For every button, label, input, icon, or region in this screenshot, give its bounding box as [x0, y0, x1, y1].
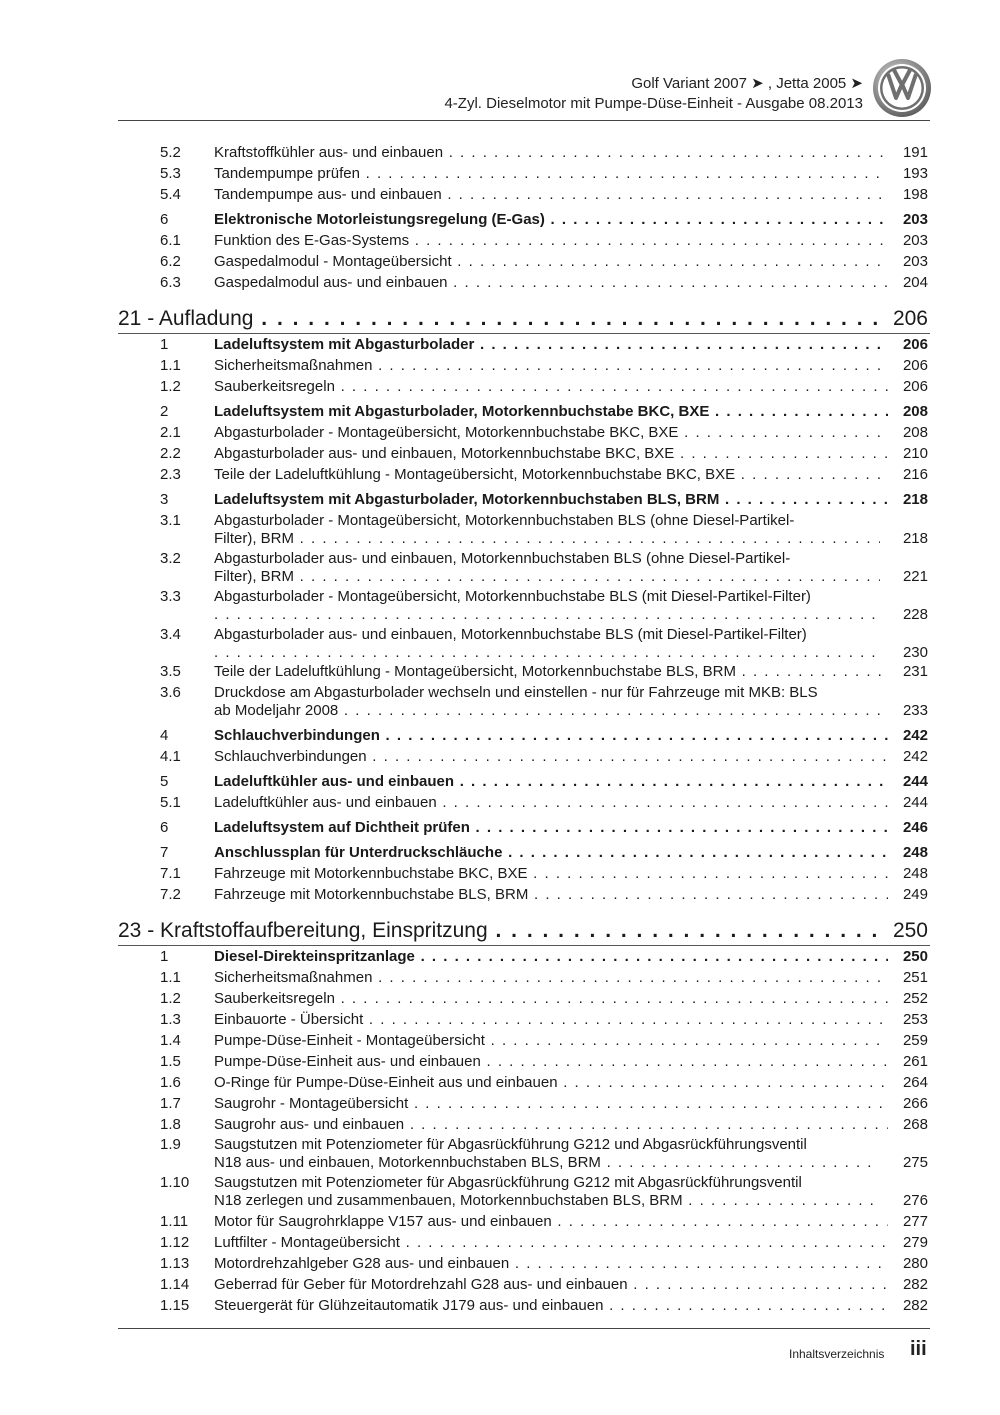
entry-title [214, 684, 928, 720]
entry-page: 268 [888, 1116, 928, 1134]
entry-number: 1.6 [160, 1074, 181, 1091]
entry-title: Schlauchverbindungen . . . [214, 727, 928, 745]
entry-title: Motordrehzahlgeber G28 aus- und einbauen . . . [214, 1255, 928, 1273]
chapter-divider [118, 333, 930, 334]
document-header [444, 74, 863, 114]
entry-title: Kraftstoffkühler aus- und einbauen . . . [214, 144, 928, 162]
entry-title: Luftfilter - Montageübersicht . . . [214, 1234, 928, 1252]
entry-page: 264 [888, 1074, 928, 1092]
footer-section-label: Inhaltsverzeichnis [789, 1347, 885, 1361]
entry-number: 4 [160, 727, 169, 744]
entry-title-line2: N18 aus- und einbauen, Motorkennbuchstaben BLS, BRM . . . [214, 1154, 880, 1172]
entry-page: 233 [888, 702, 928, 720]
entry-title: Ladeluftsystem auf Dichtheit prüfen . . . [214, 819, 928, 837]
chapter-page: 206 [878, 307, 928, 331]
entry-title-line2: Filter), BRM . . . [214, 530, 880, 548]
entry-page: 216 [888, 466, 928, 484]
footer-divider [118, 1328, 930, 1329]
entry-title: Tandempumpe aus- und einbauen . . . [214, 186, 928, 204]
entry-number: 5.4 [160, 186, 181, 203]
entry-number: 6.2 [160, 253, 181, 270]
entry-title: Teile der Ladeluftkühlung - Montageübersicht, Motorkennbuchstabe BLS, BRM . . . [214, 663, 928, 681]
entry-page: 280 [888, 1255, 928, 1273]
entry-page: 266 [888, 1095, 928, 1113]
header-divider [118, 120, 930, 121]
entry-title: Elektronische Motorleistungsregelung (E-Gas) . . . [214, 211, 928, 229]
entry-title: Fahrzeuge mit Motorkennbuchstabe BKC, BXE . . . [214, 865, 928, 883]
entry-page: 261 [888, 1053, 928, 1071]
entry-number: 7.2 [160, 886, 181, 903]
entry-title: Ladeluftsystem mit Abgasturbolader, Motorkennbuchstaben BLS, BRM . . . [214, 491, 928, 509]
entry-title: Pumpe-Düse-Einheit - Montageübersicht . . . [214, 1032, 928, 1050]
entry-page: 242 [888, 727, 928, 745]
entry-page: 279 [888, 1234, 928, 1252]
entry-number: 3 [160, 491, 169, 508]
entry-title: Anschlussplan für Unterdruckschläuche . . . [214, 844, 928, 862]
entry-number: 2.1 [160, 424, 181, 441]
entry-number: 1 [160, 948, 169, 965]
entry-page: 251 [888, 969, 928, 987]
entry-number: 1.13 [160, 1255, 190, 1272]
entry-title-line2 [214, 606, 880, 624]
entry-title: Tandempumpe prüfen . . . [214, 165, 928, 183]
entry-number: 2 [160, 403, 169, 420]
entry-page: 218 [888, 530, 928, 548]
entry-page: 228 [888, 606, 928, 624]
entry-title: Funktion des E-Gas-Systems . . . [214, 232, 928, 250]
chapter-divider [118, 945, 930, 946]
entry-number: 2.3 [160, 466, 181, 483]
entry-page: 206 [888, 336, 928, 354]
entry-number: 1.4 [160, 1032, 181, 1049]
entry-page: 203 [888, 211, 928, 229]
entry-title: Gaspedalmodul - Montageübersicht . . . [214, 253, 928, 271]
entry-number: 3.5 [160, 663, 181, 680]
entry-page: 203 [888, 253, 928, 271]
entry-page: 282 [888, 1297, 928, 1315]
entry-number: 6.3 [160, 274, 181, 291]
entry-number: 1.1 [160, 969, 181, 986]
entry-title: Ladeluftkühler aus- und einbauen . . . [214, 794, 928, 812]
entry-number: 1.8 [160, 1116, 181, 1133]
entry-title: Sauberkeitsregeln . . . [214, 378, 928, 396]
entry-title [214, 626, 928, 662]
entry-page: 252 [888, 990, 928, 1008]
entry-page: 282 [888, 1276, 928, 1294]
entry-title-line1: Saugstutzen mit Potenziometer für Abgasrückführung G212 und Abgasrückführungsventil [214, 1136, 807, 1153]
entry-page: 253 [888, 1011, 928, 1029]
entry-number: 1.15 [160, 1297, 190, 1314]
entry-page: 191 [888, 144, 928, 162]
entry-title: Teile der Ladeluftkühlung - Montageübersicht, Motorkennbuchstabe BKC, BXE . . . [214, 466, 928, 484]
entry-page: 206 [888, 378, 928, 396]
entry-number: 1.3 [160, 1011, 181, 1028]
entry-page: 208 [888, 403, 928, 421]
entry-page: 244 [888, 773, 928, 791]
entry-number: 1.2 [160, 990, 181, 1007]
entry-title-line1: Abgasturbolader aus- und einbauen, Motorkennbuchstaben BLS (ohne Diesel-Partikel- [214, 550, 791, 567]
entry-page: 248 [888, 865, 928, 883]
entry-number: 1.10 [160, 1174, 190, 1191]
entry-title: Abgasturbolader aus- und einbauen, Motorkennbuchstabe BKC, BXE . . . [214, 445, 928, 463]
entry-page: 275 [888, 1154, 928, 1172]
entry-number: 3.1 [160, 512, 181, 529]
entry-number: 7.1 [160, 865, 181, 882]
entry-title: Ladeluftsystem mit Abgasturbolader . . . [214, 336, 928, 354]
entry-title: Fahrzeuge mit Motorkennbuchstabe BLS, BRM . . . [214, 886, 928, 904]
entry-title [214, 512, 928, 548]
entry-number: 6 [160, 211, 169, 228]
entry-title: Saugrohr aus- und einbauen . . . [214, 1116, 928, 1134]
entry-title [214, 588, 928, 624]
entry-number: 1.7 [160, 1095, 181, 1112]
entry-number: 1 [160, 336, 169, 353]
chapter-page: 250 [878, 919, 928, 943]
entry-page: 230 [888, 644, 928, 662]
entry-page: 203 [888, 232, 928, 250]
entry-page: 193 [888, 165, 928, 183]
entry-number: 1.12 [160, 1234, 190, 1251]
entry-number: 5 [160, 773, 169, 790]
entry-page: 244 [888, 794, 928, 812]
entry-title-line1: Druckdose am Abgasturbolader wechseln und einstellen - nur für Fahrzeuge mit MKB: BLS [214, 684, 818, 701]
entry-title: Pumpe-Düse-Einheit aus- und einbauen . . . [214, 1053, 928, 1071]
entry-title: Sicherheitsmaßnahmen . . . [214, 969, 928, 987]
entry-page: 218 [888, 491, 928, 509]
entry-number: 1.1 [160, 357, 181, 374]
entry-title [214, 550, 928, 586]
entry-number: 6 [160, 819, 169, 836]
entry-number: 5.2 [160, 144, 181, 161]
entry-page: 259 [888, 1032, 928, 1050]
chapter-title: 23 - Kraftstoffaufbereitung, Einspritzung . . . [118, 919, 928, 943]
entry-number: 1.9 [160, 1136, 181, 1153]
entry-number: 3.6 [160, 684, 181, 701]
entry-number: 5.3 [160, 165, 181, 182]
entry-title-line2: Filter), BRM . . . [214, 568, 880, 586]
entry-title [214, 1136, 928, 1172]
entry-number: 3.2 [160, 550, 181, 567]
entry-title: Diesel-Direkteinspritzanlage . . . [214, 948, 928, 966]
entry-page: 250 [888, 948, 928, 966]
entry-number: 3.3 [160, 588, 181, 605]
entry-title: Ladeluftsystem mit Abgasturbolader, Motorkennbuchstabe BKC, BXE . . . [214, 403, 928, 421]
entry-page: 198 [888, 186, 928, 204]
entry-page: 246 [888, 819, 928, 837]
entry-title: Saugrohr - Montageübersicht . . . [214, 1095, 928, 1113]
vw-logo-icon [872, 58, 932, 118]
entry-title: Abgasturbolader - Montageübersicht, Motorkennbuchstabe BKC, BXE . . . [214, 424, 928, 442]
chapter-title: 21 - Aufladung . . . [118, 307, 928, 331]
entry-title-line1: Abgasturbolader - Montageübersicht, Motorkennbuchstabe BLS (mit Diesel-Partikel-Filter) [214, 588, 811, 605]
entry-number: 1.14 [160, 1276, 190, 1293]
entry-number: 2.2 [160, 445, 181, 462]
header-line-models: Golf Variant 2007 ➤ , Jetta 2005 ➤ [631, 75, 863, 92]
entry-title [214, 1174, 928, 1210]
entry-title: Steuergerät für Glühzeitautomatik J179 aus- und einbauen . . . [214, 1297, 928, 1315]
entry-title-line1: Saugstutzen mit Potenziometer für Abgasrückführung G212 mit Abgasrückführungsventil [214, 1174, 802, 1191]
entry-number: 3.4 [160, 626, 181, 643]
entry-number: 7 [160, 844, 169, 861]
entry-number: 1.11 [160, 1213, 189, 1230]
entry-title: Motor für Saugrohrklappe V157 aus- und einbauen . . . [214, 1213, 928, 1231]
entry-title-line1: Abgasturbolader aus- und einbauen, Motorkennbuchstabe BLS (mit Diesel-Partikel-Filter) [214, 626, 807, 643]
entry-page: 248 [888, 844, 928, 862]
entry-page: 208 [888, 424, 928, 442]
entry-page: 210 [888, 445, 928, 463]
entry-title: Sauberkeitsregeln . . . [214, 990, 928, 1008]
entry-title-line2: ab Modeljahr 2008 . . . [214, 702, 880, 720]
entry-page: 221 [888, 568, 928, 586]
entry-number: 6.1 [160, 232, 181, 249]
entry-title-line2: N18 zerlegen und zusammenbauen, Motorkennbuchstaben BLS, BRM . . . [214, 1192, 880, 1210]
entry-title: Gaspedalmodul aus- und einbauen . . . [214, 274, 928, 292]
entry-title-line2 [214, 644, 880, 662]
entry-page: 276 [888, 1192, 928, 1210]
entry-page: 204 [888, 274, 928, 292]
entry-page: 277 [888, 1213, 928, 1231]
entry-page: 231 [888, 663, 928, 681]
entry-number: 4.1 [160, 748, 181, 765]
entry-title: Schlauchverbindungen . . . [214, 748, 928, 766]
entry-number: 1.5 [160, 1053, 181, 1070]
entry-page: 206 [888, 357, 928, 375]
entry-title: Sicherheitsmaßnahmen . . . [214, 357, 928, 375]
entry-title: O-Ringe für Pumpe-Düse-Einheit aus und einbauen . . . [214, 1074, 928, 1092]
entry-title: Geberrad für Geber für Motordrehzahl G28 aus- und einbauen . . . [214, 1276, 928, 1294]
entry-number: 5.1 [160, 794, 181, 811]
entry-title: Ladeluftkühler aus- und einbauen . . . [214, 773, 928, 791]
entry-page: 249 [888, 886, 928, 904]
entry-page: 242 [888, 748, 928, 766]
footer-page-number: iii [910, 1338, 927, 1360]
entry-number: 1.2 [160, 378, 181, 395]
entry-title-line1: Abgasturbolader - Montageübersicht, Motorkennbuchstaben BLS (ohne Diesel-Partikel- [214, 512, 795, 529]
header-line-engine: 4-Zyl. Dieselmotor mit Pumpe-Düse-Einheit - Ausgabe 08.2013 [444, 95, 863, 112]
entry-title: Einbauorte - Übersicht . . . [214, 1011, 928, 1029]
